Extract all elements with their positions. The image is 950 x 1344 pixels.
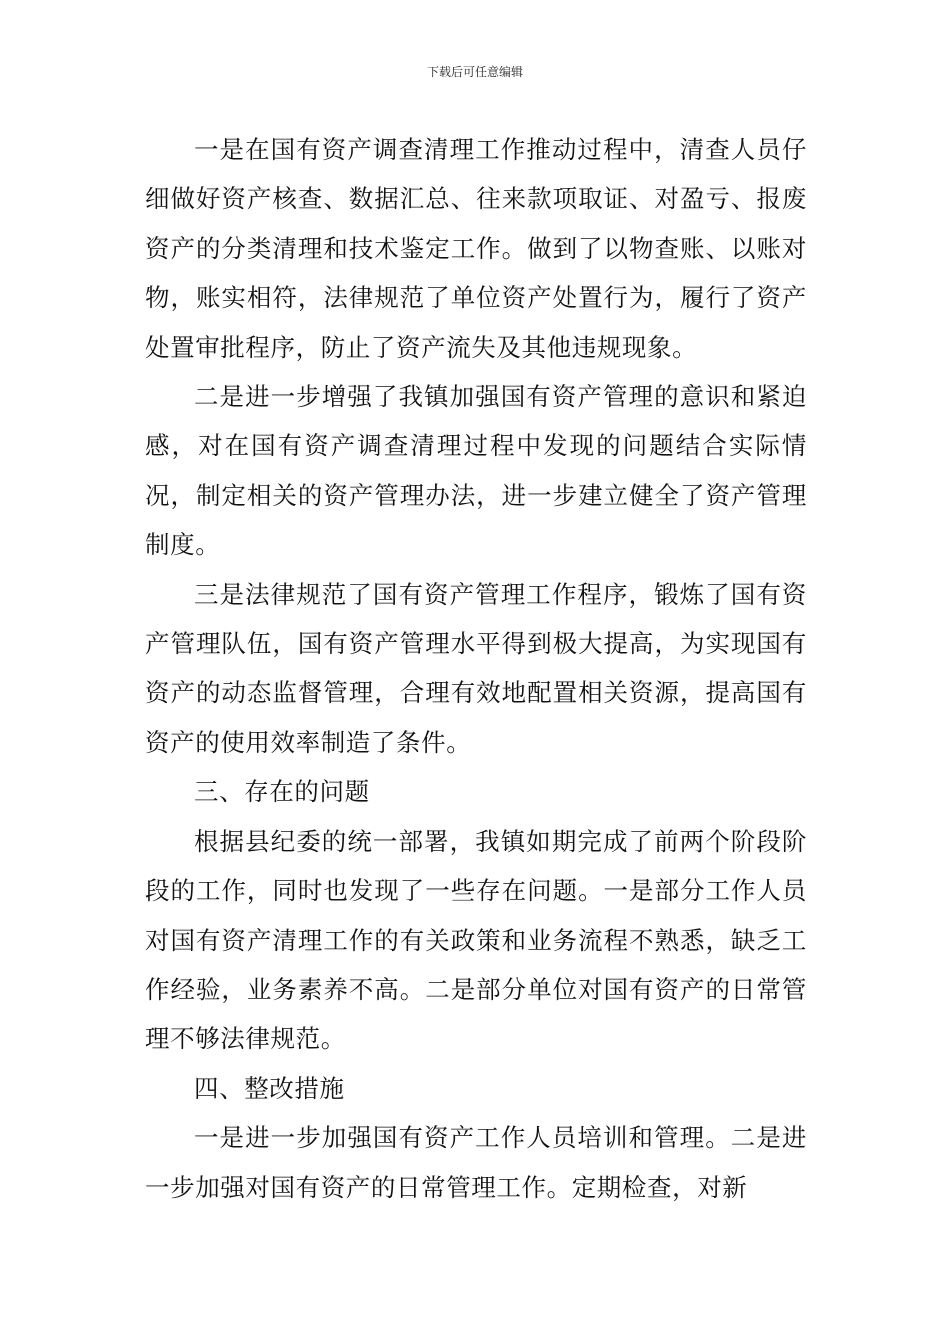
paragraph-measures: 一是进一步加强国有资产工作人员培训和管理。二是进一步加强对国有资产的日常管理工作。定期检查，对新 bbox=[145, 1123, 807, 1202]
section-heading-problems: 三、存在的问题 bbox=[194, 777, 370, 807]
section-heading-measures: 四、整改措施 bbox=[194, 1073, 345, 1103]
page-header-note: 下载后可任意编辑 bbox=[426, 65, 523, 79]
paragraph-asset-verification: 一是在国有资产调查清理工作推动过程中，清查人员仔细做好资产核查、数据汇总、往来款项取证、对盈亏、报废资产的分类清理和技术鉴定工作。做到了以物查账、以账对物，账实相符，法律规范了单位资产处置行为，履行了资产处置审批程序，防止了资产流失及其他违规现象。 bbox=[145, 135, 807, 362]
paragraph-management-awareness: 二是进一步增强了我镇加强国有资产管理的意识和紧迫感，对在国有资产调查清理过程中发现的问题结合实际情况，制定相关的资产管理办法，进一步建立健全了资产管理制度。 bbox=[145, 382, 807, 560]
document-body bbox=[145, 125, 807, 1212]
paragraph-problems: 根据县纪委的统一部署，我镇如期完成了前两个阶段阶段的工作，同时也发现了一些存在问题。一是部分工作人员对国有资产清理工作的有关政策和业务流程不熟悉，缺乏工作经验，业务素养不高。二是部分单位对国有资产的日常管理不够法律规范。 bbox=[145, 826, 807, 1054]
paragraph-procedure-standardization: 三是法律规范了国有资产管理工作程序，锻炼了国有资产管理队伍，国有资产管理水平得到极大提高，为实现国有资产的动态监督管理，合理有效地配置相关资源，提高国有资产的使用效率制造了条件。 bbox=[145, 579, 807, 757]
